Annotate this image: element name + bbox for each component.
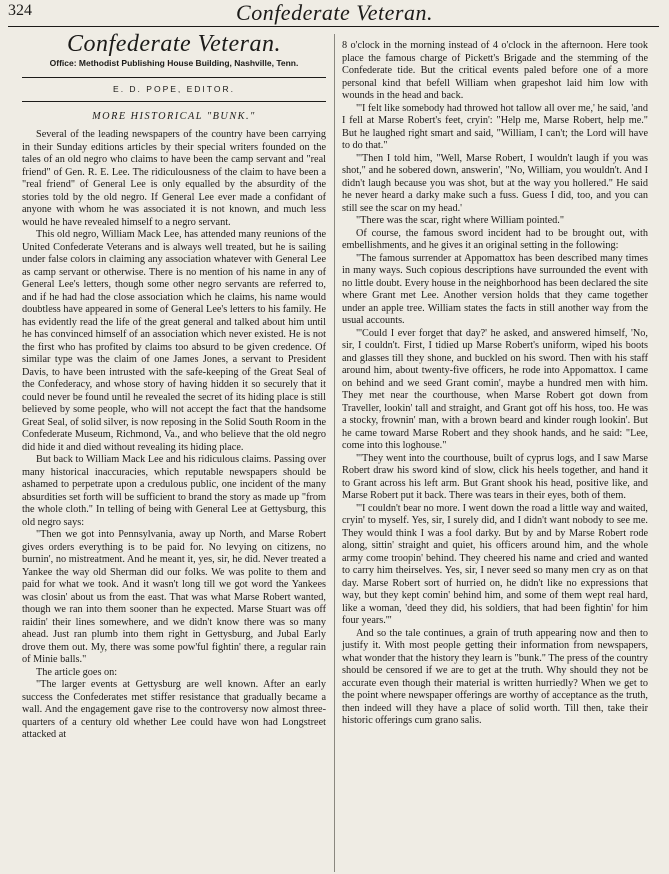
paragraph: Several of the leading newspapers of the country have been carrying in their Sunday editions articles by their special writers founded on the tales of an old negro who claims to have been the camp servant and "real friend" of Gen. R. E. Lee. The ridiculousness of the claim to have been a "real friend" of General Lee is only equalled by the absurdity of the stories told by the old negro. If General Lee ever made a confidant of anyone with whom he was associated it is not known, and much less would he have revealed himself to a negro servant. (22, 129, 326, 228)
quote-paragraph: "There was the scar, right where William pointed." (356, 215, 565, 226)
quote-paragraph: "'They went into the courthouse, built of cyprus logs, and I saw Marse Robert draw his sword kind of slow, click his heels together, and hand it to Grant across his left arm. But Grant shook his head, positive like, and Marse Robert put it back. There was tears in their eyes, both of them. (342, 452, 648, 501)
quote-paragraph: "Then we got into Pennsylvania, away up North, and Marse Robert gives orders everything is to be paid for. No levying on citizens, no burnin', no mistreatment. And he meant it, yes, sir, he did. Never treated a Yankee the way old Sherman did our folks. We was polite to them and paid for what we took. And it wasn't long till we got word the Yankees was closin' about us from the east. That was what Marse Robert wanted, though we ran into them sooner than he expected. Marse Stuart was off raidin' their lines somewhere, and we didn't know there was so many ahead. Just ran plumb into them right in Gettysburg, and Jubal Early drove them out. My, there was some pow'ful fightin' there, a regular rain of Minie balls." (22, 529, 326, 665)
quote-paragraph: "'Then I told him, "Well, Marse Robert, I wouldn't laugh if you was shot," and he sobered down, answerin', "No, William, you wouldn't. And I didn't laugh because you was shot, but at the way you hollered." He said he never heard a darky make such a fuss. Guess I did, too, and you can still see the scar on my head.' (342, 152, 648, 214)
continued-paragraph: 8 o'clock in the morning instead of 4 o'clock in the afternoon. Here took place the famous charge of Pickett's Brigade and the stemming of the Confederate tide. But the critical events paled before one of a more personal kind that befell William when grapeshot laid him low with wounds in the head and back. (342, 40, 648, 101)
running-title: Confederate Veteran. (236, 0, 433, 25)
left-column (22, 31, 326, 742)
paragraph: The article goes on: (36, 666, 118, 678)
masthead-title: Confederate Veteran. (67, 31, 281, 57)
quote-paragraph: "'I couldn't bear no more. I went down the road a little way and waited, cryin' to myself. Yes, sir, I surely did, and I didn't want nobody to see me. They would think I was a fool darky. But by and by Marse Robert rode along, sittin' straight and quiet, his officers around him, and the whole army come troopin' behind. They cheered his name and cried and wanted to carry him theirselves. Yes, sir, I never seed so many men cry as on that day. Marse Robert sort of hurried on, he didn't like no expressions that way, but they kept comin' behind him, and some of them wept real hard, like a woman, 'deed they did, his soldiers, that had been fightin' for him four years.'" (342, 502, 648, 626)
page-number: 324 (8, 2, 32, 19)
office-line: Office: Methodist Publishing House Building, Nashville, Tenn. (49, 57, 299, 68)
paragraph: And so the tale continues, a grain of truth appearing now and then to justify it. With most people getting their information from newspapers, what wonder that the history they learn is "bunk." The press of the country should be censored if we are to get at the truth. Why should they not be accurate even though their material is written hurriedly? When we get to the point where newspaper offerings are worthy of acceptance as the truth, then indeed will they have a place of solid worth. Till then, take their historic offerings cum grano salis. (342, 627, 648, 726)
quote-paragraph: "'I felt like somebody had throwed hot tallow all over me,' he said, 'and I fell at Marse Robert's feet, cryin': "Help me, Marse Robert, help me." But he laughed right smart and said, "William, I can't; the Lord will have to do that." (342, 102, 648, 151)
paragraph: This old negro, William Mack Lee, has attended many reunions of the United Confederate Veterans and is always well treated, but he is sailing under false colors in claiming any association whatever with General Lee as camp servant or otherwise. There is no mention of his name in any of General Lee's letters, though some other negro servants are referred to, and if he had had the close association which he claims, his name would doubtless have appeared in some of General Lee's letters to his family. He has evidently read the life of the great general and talked about him until he has convinced himself of an association which never existed. He is not the first who has profited by claims too absurd to be given credence. Of similar type was the claim of one James Jones, a servant to President Davis, to have been intrusted with the safe-keeping of the Great Seal of the Confederacy, and whose story of having hidden it so securely that it could never be found until he revealed the secret of its hiding place is still believed by some people, who will not accept the fact that the handsome Great Seal, of solid silver, is now reposing in the Solid South Room in the Confederate Museum, Richmond, Va., and who believe that the old negro did hide it and died without revealing its hiding place. (22, 229, 326, 453)
editor-rule-top (22, 77, 326, 78)
editor-rule-bottom (22, 101, 326, 102)
paragraph: Of course, the famous sword incident had to be brought out, with embellishments, and he gives it an original setting in the following: (342, 227, 648, 251)
running-head (0, 0, 669, 28)
editor-line: E. D. POPE, EDITOR. (113, 84, 235, 94)
article-title: MORE HISTORICAL "BUNK." (92, 110, 256, 122)
quote-paragraph: "The larger events at Gettysburg are well known. After an early success the Confederates met stiffer resistance that gradually became a wall. And the engagement gave rise to the controversy now almost three-quarters of a century old whether Lee could have won had Longstreet attacked at (22, 679, 326, 740)
quote-paragraph: "The famous surrender at Appomattox has been described many times in many ways. Such copious descriptions have surrounded the event with no little doubt. Every house in the neighborhood has been declared the site where Grant met Lee. Another version holds that they came together under an apple tree. William states the facts in still another way from the usual accounts. (342, 252, 648, 326)
quote-paragraph: "'Could I ever forget that day?' he asked, and answered himself, 'No, sir, I couldn't. First, I tidied up Marse Robert's uniform, wiped his boots and glasses till they shone, and buckled on his sword. Then with his staff around him, about twenty-five officers, he rode into Appomattox. I came on behind and we seed Grant comin', maybe a hundred men with him. They met near the courthouse, when Marse Robert got down from Traveller, lookin' tall and straight, and Grant got off his hoss, too. He was a stocky, frownin' man, with a brown beard and kinder rough lookin'. But he came toward Marse Robert and they shook hands, and he said: "Lee, come into this loghouse." (342, 327, 648, 451)
header-rule (8, 26, 659, 27)
column-divider (334, 34, 335, 872)
right-column (342, 40, 648, 728)
paragraph: But back to William Mack Lee and his ridiculous claims. Passing over many historical inaccuracies, which reputable newspapers should be ashamed to perpetrate upon a credulous public, one incident of the many absurdities set forth will be sufficient to brand the story as made up "from the whole cloth." In telling of being with General Lee at Gettysburg, this old negro says: (22, 454, 326, 528)
